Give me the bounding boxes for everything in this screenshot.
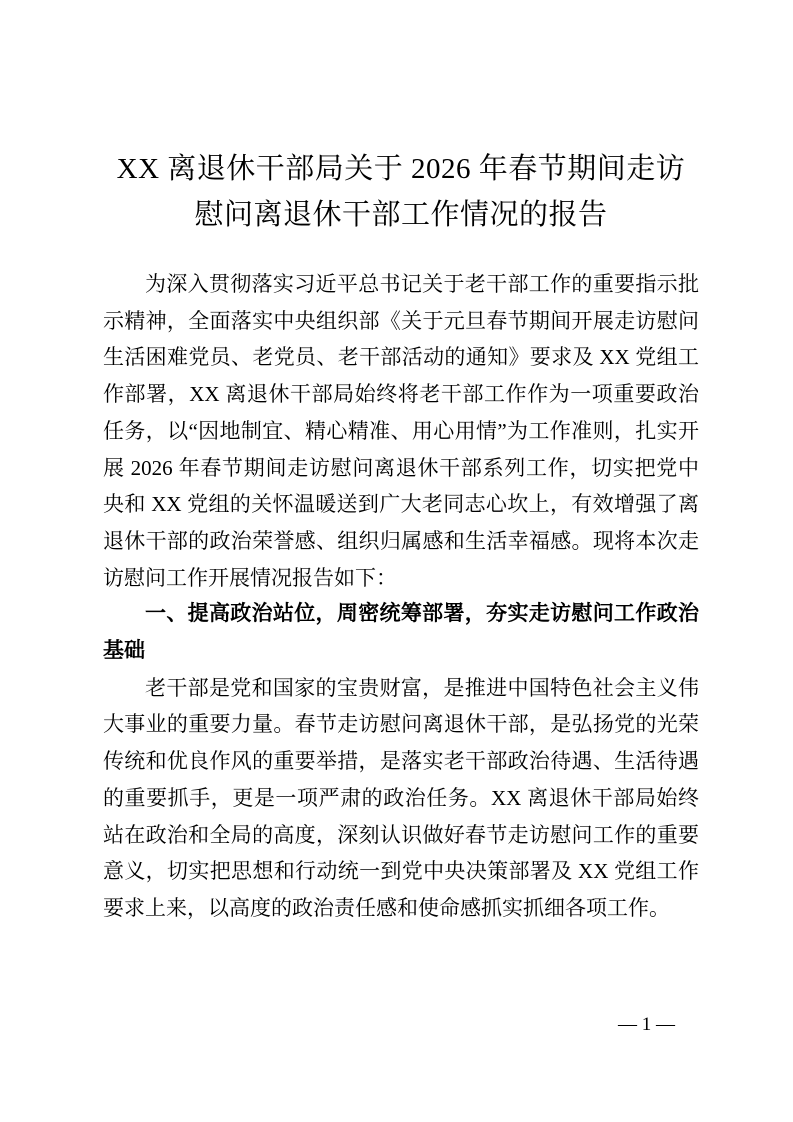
section-1-paragraph: 老干部是党和国家的宝贵财富，是推进中国特色社会主义伟大事业的重要力量。春节走访慰问离退休干部，是弘扬党的光荣传统和优良作风的重要举措，是落实老干部政治待遇、生活待遇的重要抓手，更是一项严肃的政治任务。XX 离退休干部局始终站在政治和全局的高度，深刻认识做好春节走访慰问工作的重要意义，切实把思想和行动统一到党中央决策部署及 XX 党组工作要求上来，以高度的政治责任感和使命感抓实抓细各项工作。 bbox=[103, 675, 699, 920]
intro-paragraph: 为深入贯彻落实习近平总书记关于老干部工作的重要指示批示精神，全面落实中央组织部《关于元旦春节期间开展走访慰问生活困难党员、老党员、老干部活动的通知》要求及 XX 党组工作部署，XX 离退休干部局始终将老干部工作作为一项重要政治任务，以“因地制宜、精心精准、用心用情”为工作准则，扎实开展 2026 年春节期间走访慰问离退休干部系列工作，切实把党中央和 XX 党组的关怀温暖送到广大老同志心坎上，有效增强了离退休干部的政治荣誉感、组织归属感和生活幸福感。现将本次走访慰问工作开展情况报告如下： bbox=[103, 272, 699, 590]
document-content bbox=[103, 146, 699, 927]
page-number: — 1 — bbox=[618, 1014, 675, 1035]
document-title: XX 离退休干部局关于 2026 年春节期间走访慰问离退休干部工作情况的报告 bbox=[116, 153, 686, 231]
section-1-heading: 一、提高政治站位，周密统筹部署，夯实走访慰问工作政治基础 bbox=[103, 602, 699, 663]
